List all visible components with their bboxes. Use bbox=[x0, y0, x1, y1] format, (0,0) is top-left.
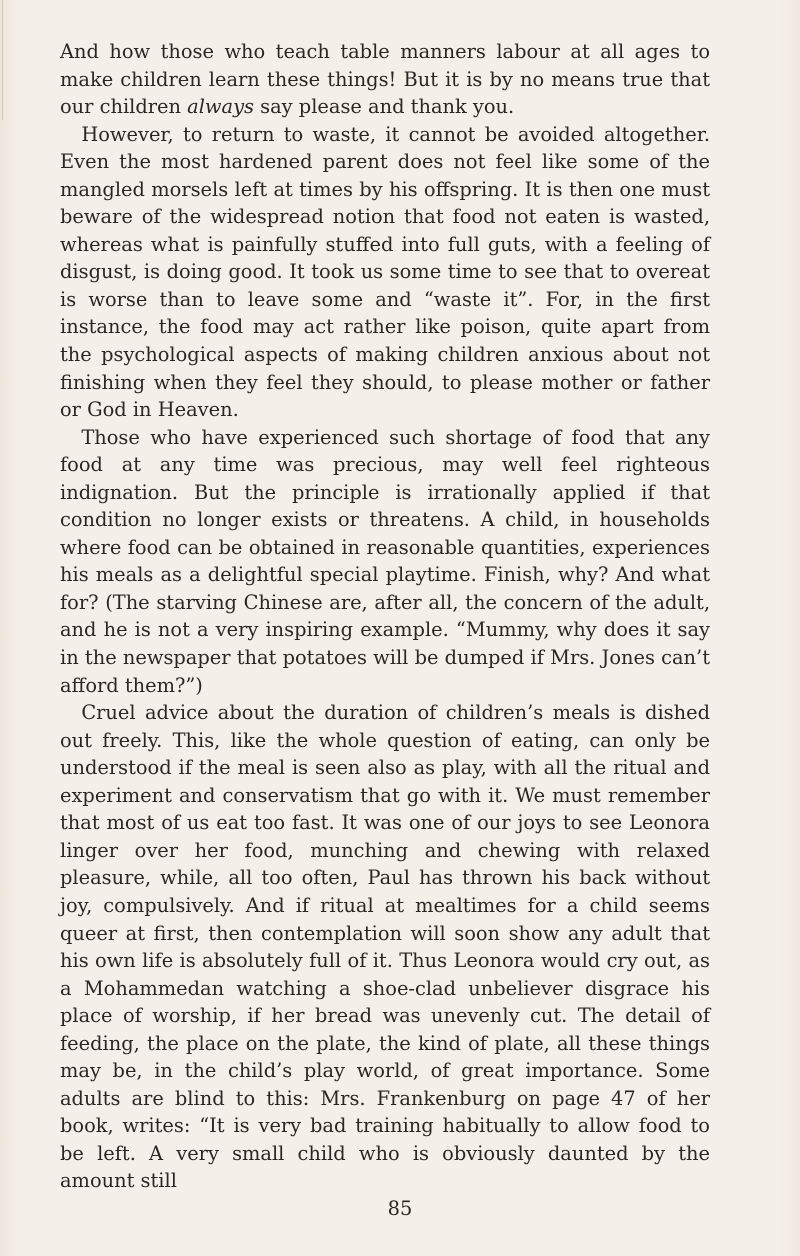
paragraph-4: Cruel advice about the duration of children’s meals is dished out freely. This, like the whole question of eating, can only be understood if the meal is seen also as play, with all the ritual and experiment and conservatism that go with it. We must remember that most of us eat too fast. It was one of our joys to see Leonora linger over her food, munching and chewing with relaxed pleasure, while, all too often, Paul has thrown his back without joy, compulsively. And if ritual at mealtimes for a child seems queer at first, then contemplation will soon show any adult that his own life is absolutely full of it. Thus Leonora would cry out, as a Mohammedan watching a shoe-clad unbeliever disgrace his place of worship, if her bread was unevenly cut. The detail of feeding, the place on the plate, the kind of plate, all these things may be, in the child’s play world, of great importance. Some adults are blind to this: Mrs. Frankenburg on page 47 of her book, writes: “It is very bad training habitually to allow food to be left. A very small child who is obviously daunted by the amount still bbox=[60, 701, 710, 1193]
paragraph-1 bbox=[60, 38, 710, 121]
paragraph-3: Those who have experienced such shortage of food that any food at any time was precious, may well feel righteous indignation. But the principle is irrationally applied if that condition no longer exists or threatens. A child, in households where food can be obtained in reasonable quantities, experiences his meals as a delightful special playtime. Finish, why? And what for? (The starving Chinese are, after all, the concern of the adult, and he is not a very inspiring example. “Mummy, why does it say in the newspaper that potatoes will be dumped if Mrs. Jones can’t afford them?”) bbox=[60, 425, 710, 697]
page-number: 85 bbox=[387, 1197, 413, 1220]
paragraph-1-start: And how those who teach table manners labour at all ages to make children learn these things! But it is by no means true that our children bbox=[60, 40, 710, 119]
body-text bbox=[60, 38, 710, 1195]
paragraph-1-end: say please and thank you. bbox=[254, 95, 515, 119]
page-gutter bbox=[2, 0, 3, 120]
paragraph-2: However, to return to waste, it cannot be avoided altogether. Even the most hardened parent does not feel like some of the mangled morsels left at times by his offspring. It is then one must beware of the widespread notion that food not eaten is wasted, whereas what is painfully stuffed into full guts, with a feeling of disgust, is doing good. It took us some time to see that to overeat is worse than to leave some and “waste it”. For, in the first instance, the food may act rather like poison, quite apart from the psychological aspects of making children anxious about not finishing when they feel they should, to please mother or father or God in Heaven. bbox=[60, 122, 710, 422]
paragraph-1-emphasis: always bbox=[187, 95, 254, 119]
